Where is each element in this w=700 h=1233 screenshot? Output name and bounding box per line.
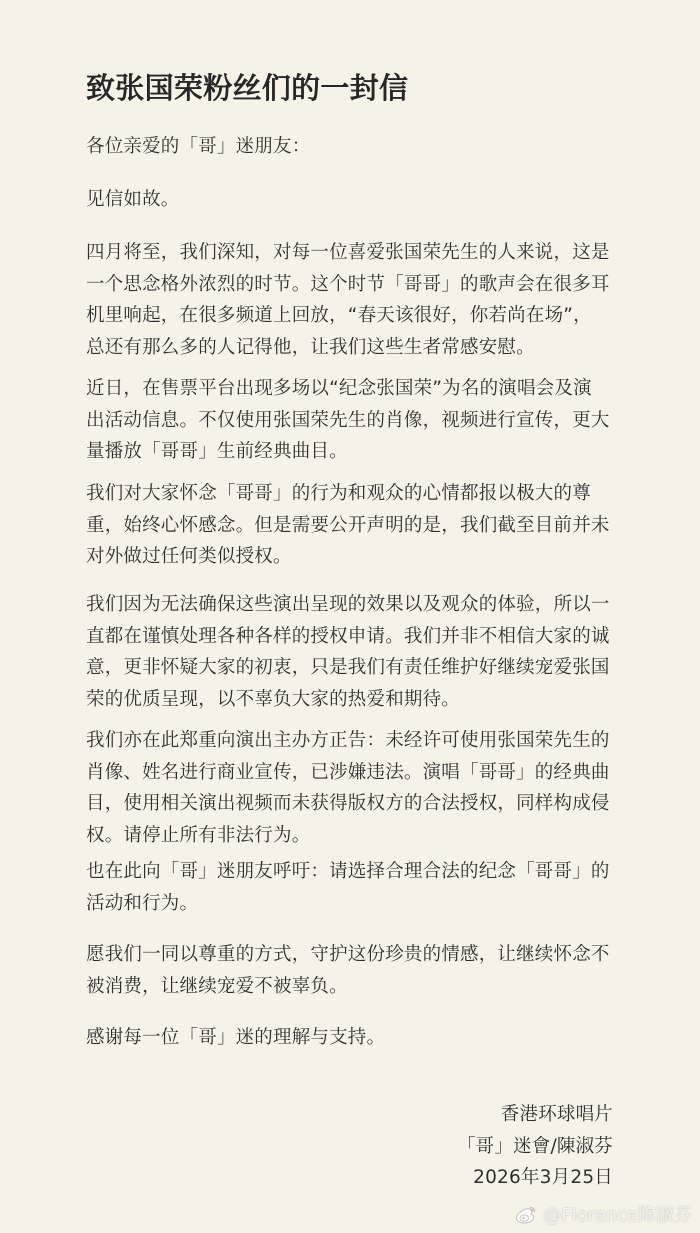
paragraph xyxy=(86,1022,622,1054)
paragraph-line: 权。请停止所有非法行为。 xyxy=(86,824,311,846)
paragraph-line: 量播放「哥哥」生前经典曲目。 xyxy=(86,441,348,462)
paragraph-line: 肖像、姓名进行商业宣传，已涉嫌违法。演唱「哥哥」的经典曲 xyxy=(86,761,610,783)
paragraph-line: 荣的优质呈现，以不辜负大家的热爱和期待。 xyxy=(86,688,461,710)
paragraph-line: 见信如故。 xyxy=(86,189,180,210)
paragraph-line: 被消费，让继续宠爱不被辜负。 xyxy=(86,975,348,997)
watermark-text: @Florence陈淑芬 xyxy=(543,1205,692,1226)
paragraph-line: 感谢每一位「哥」迷的理解与支持。 xyxy=(86,1027,386,1048)
paragraph-line: 一个思念格外浓烈的时节。这个时节「哥哥」的歌声会在很多耳 xyxy=(86,273,610,295)
paragraph-line: 近日，在售票平台出现多场以“纪念张国荣”为名的演唱会及演 xyxy=(86,378,592,399)
paragraph-line: 机里响起，在很多频道上回放，“春天该很好，你若尚在场”， xyxy=(86,305,592,326)
paragraph-line: 我们对大家怀念「哥哥」的行为和观众的心情都报以极大的尊 xyxy=(86,483,591,504)
paragraph xyxy=(86,184,622,216)
paragraph-line: 我们因为无法确保这些演出呈现的效果以及观众的体验，所以一 xyxy=(86,594,610,615)
paragraph xyxy=(86,589,622,715)
signature-block xyxy=(457,1099,613,1194)
paragraph-line: 总还有那么多的人记得他，让我们这些生者常感安慰。 xyxy=(86,336,535,358)
paragraph-line: 活动和行为。 xyxy=(86,892,199,914)
paragraph-line: 出活动信息。不仅使用张国荣先生的肖像，视频进行宣传，更大 xyxy=(86,409,610,431)
paragraph-line: 目，使用相关演出视频而未获得版权方的合法授权，同样构成侵 xyxy=(86,793,610,814)
weibo-icon xyxy=(514,1205,537,1224)
paragraph-line: 愿我们一同以尊重的方式，守护这份珍贵的情感，让继续怀念不 xyxy=(86,944,610,965)
paragraph xyxy=(86,725,622,851)
paragraph-line: 重，始终心怀感念。但是需要公开声明的是，我们截至目前并未 xyxy=(86,514,610,536)
paragraph xyxy=(86,856,622,919)
paragraph-line: 也在此向「哥」迷朋友呼吁：请选择合理合法的纪念「哥哥」的 xyxy=(86,861,610,882)
paragraph xyxy=(86,373,622,468)
paragraph xyxy=(86,939,622,1002)
paragraph-line: 我们亦在此郑重向演出主办方正告：未经许可使用张国荣先生的 xyxy=(86,730,610,751)
paragraph xyxy=(86,478,622,573)
paragraph-line: 四月将至，我们深知，对每一位喜爱张国荣先生的人来说，这是 xyxy=(86,242,610,263)
paragraph-line: 直都在谨慎处理各种各样的授权申请。我们并非不相信大家的诚 xyxy=(86,625,610,647)
signature-date: 2026年3月25日 xyxy=(473,1167,613,1188)
paragraph-line: 意，更非怀疑大家的初衷，只是我们有责任维护好继续宠爱张国 xyxy=(86,657,610,678)
signature-club: 「哥」迷會/陳淑芬 xyxy=(456,1135,613,1157)
paragraph-line: 对外做过任何类似授权。 xyxy=(86,546,292,567)
salutation: 各位亲爱的「哥」迷朋友： xyxy=(86,136,311,157)
paragraph xyxy=(86,237,622,363)
signature-org: 香港环球唱片 xyxy=(500,1104,613,1125)
letter-title: 致张国荣粉丝们的一封信 xyxy=(86,71,409,105)
weibo-watermark xyxy=(514,1201,692,1227)
